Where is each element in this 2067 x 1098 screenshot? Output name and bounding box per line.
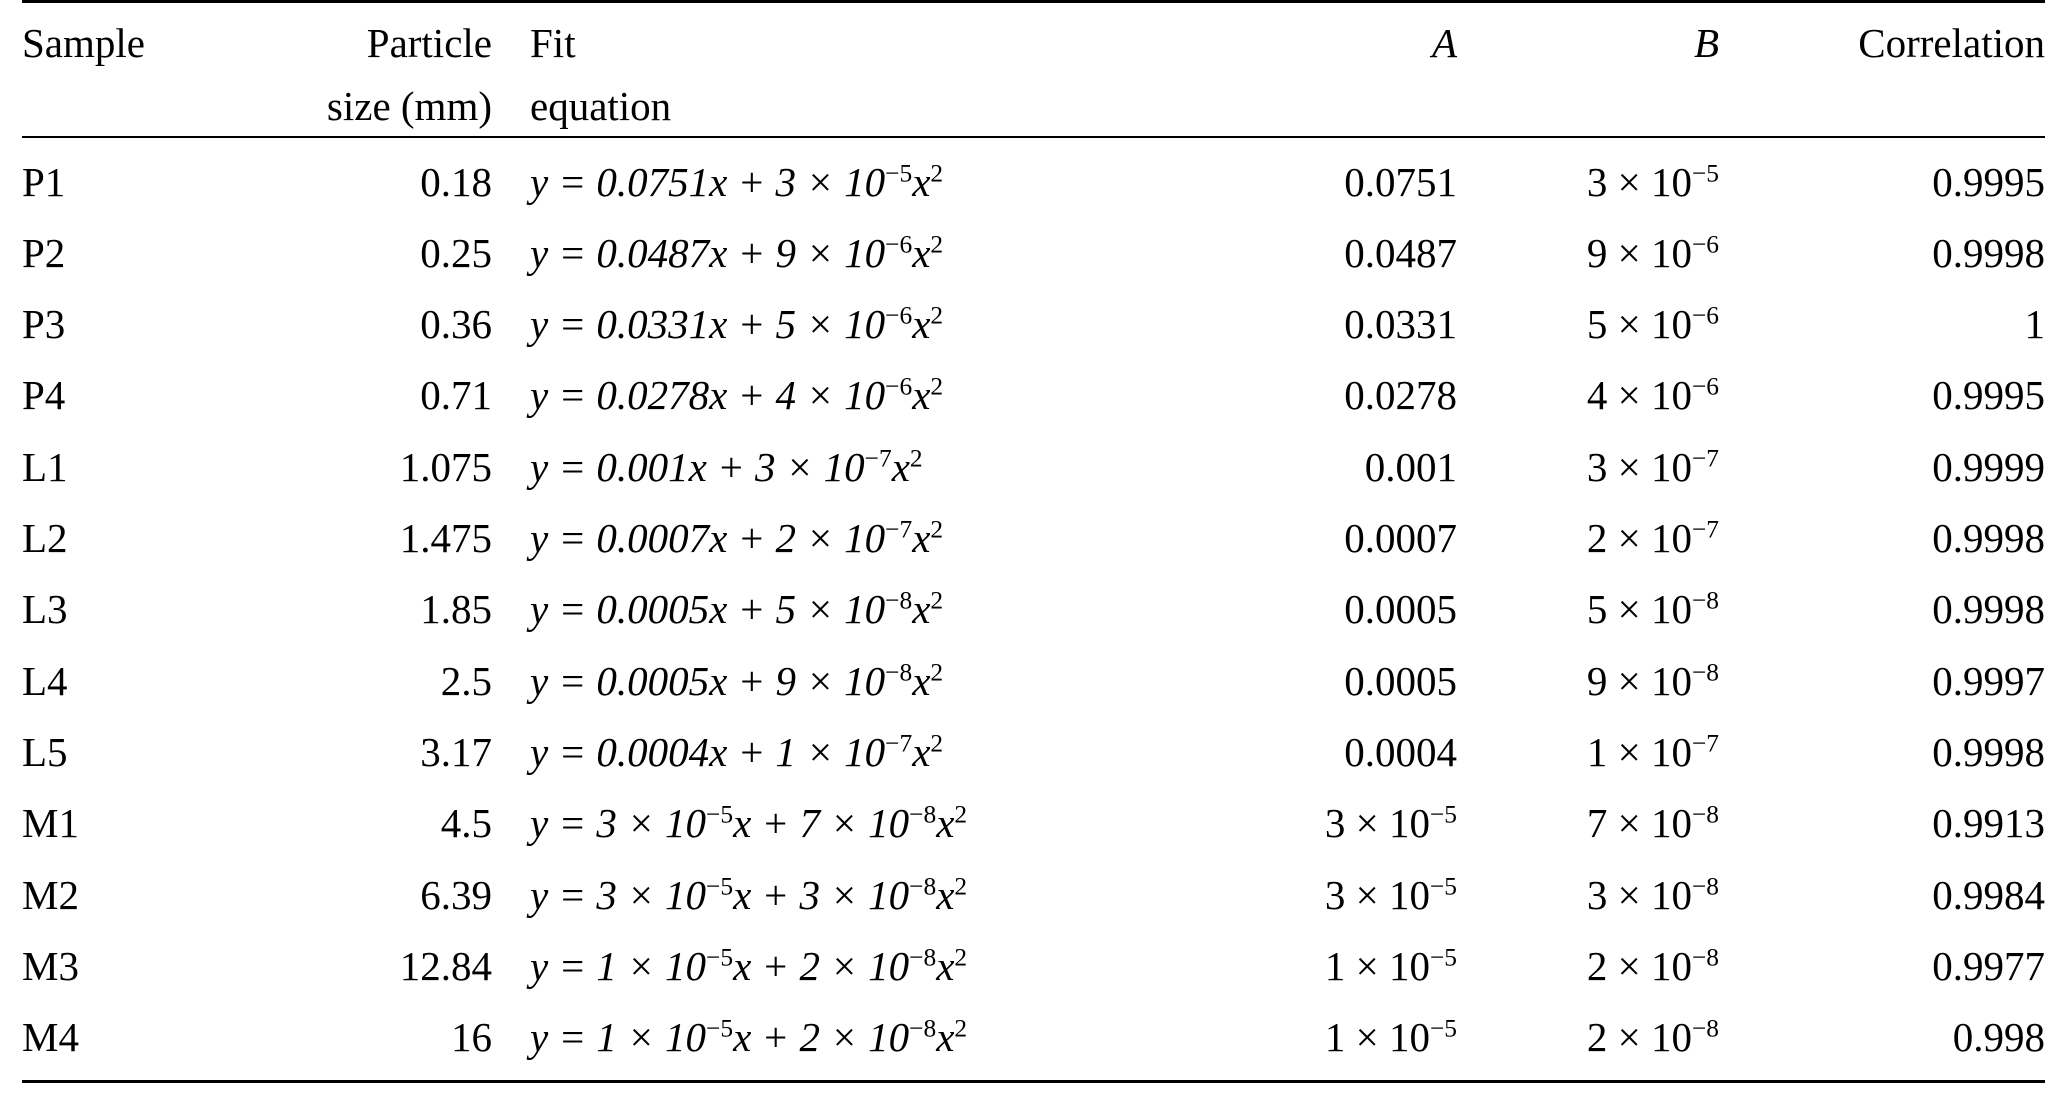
cell-sample: P3 [22,301,66,348]
table-row [22,646,2045,717]
cell-a-value: 0.0007 [1344,515,1457,562]
cell-fit-equation: $y = 0.001x + 3 \times 10^{-7}x^2$ [530,443,923,490]
cell-a-value: 0.0331 [1344,301,1457,348]
column-header-b: B [1693,20,1719,66]
table-row [22,931,2045,1002]
cell-a-value: 0.0278 [1344,372,1457,419]
cell-fit-equation: $y = 1 \times 10^{-5}x + 2 \times 10^{-8}x^2$ [530,942,968,989]
cell-fit-equation: $y = 1 \times 10^{-5}x + 2 \times 10^{-8}x^2$ [530,1014,968,1061]
cell-particle-size: 6.39 [420,871,492,918]
cell-correlation: 0.9995 [1932,372,2045,419]
table-row [22,432,2045,503]
cell-particle-size: 1.075 [399,443,492,490]
cell-b-value: $5 \times 10^{-6}$ [1586,301,1719,348]
cell-correlation: 0.9998 [1932,586,2045,633]
cell-particle-size: 4.5 [440,800,492,847]
cell-a-value: 0.0751 [1344,158,1457,205]
table-row [22,503,2045,574]
cell-sample: P4 [22,372,66,419]
column-header-sample: Sample [22,20,145,66]
table-row [22,289,2045,360]
cell-particle-size: 1.85 [420,586,492,633]
cell-b-value: $5 \times 10^{-8}$ [1586,586,1719,633]
cell-b-value: $2 \times 10^{-7}$ [1586,515,1719,562]
table-head [22,2,2045,137]
cell-fit-equation: $y = 0.0751x + 3 \times 10^{-5}x^2$ [530,158,944,205]
cell-b-value: $9 \times 10^{-6}$ [1586,229,1719,276]
cell-sample: M4 [22,1014,79,1061]
cell-a-value: 0.001 [1364,443,1457,490]
table-row [22,717,2045,788]
cell-correlation: 1 [2024,301,2045,348]
cell-b-value: $3 \times 10^{-5}$ [1586,158,1719,205]
cell-particle-size: 0.18 [420,158,492,205]
cell-a-value: 0.0004 [1344,728,1457,775]
cell-correlation: 0.9997 [1932,657,2045,704]
cell-a-value: 0.0005 [1344,657,1457,704]
cell-particle-size: 0.36 [420,301,492,348]
column-header-particle-size-line1: Particle [366,20,492,66]
cell-fit-equation: $y = 0.0331x + 5 \times 10^{-6}x^2$ [530,301,944,348]
cell-fit-equation: $y = 3 \times 10^{-5}x + 7 \times 10^{-8}x^2$ [530,800,968,847]
cell-b-value: $2 \times 10^{-8}$ [1586,942,1719,989]
table-row [22,218,2045,289]
cell-correlation: 0.9977 [1932,942,2045,989]
cell-sample: M2 [22,871,79,918]
cell-particle-size: 2.5 [440,657,492,704]
cell-particle-size: 3.17 [420,728,492,775]
cell-a-value: 0.0487 [1344,229,1457,276]
cell-a-value: $1 \times 10^{-5}$ [1324,942,1457,989]
cell-correlation: 0.9984 [1932,871,2045,918]
cell-correlation: 0.9998 [1932,515,2045,562]
cell-particle-size: 12.84 [399,942,492,989]
cell-correlation: 0.9998 [1932,728,2045,775]
cell-sample: P1 [22,158,66,205]
cell-sample: M3 [22,942,79,989]
cell-a-value: $1 \times 10^{-5}$ [1324,1014,1457,1061]
cell-b-value: $3 \times 10^{-7}$ [1586,443,1719,490]
cell-correlation: 0.9999 [1932,443,2045,490]
cell-sample: L1 [22,443,68,490]
cell-particle-size: 1.475 [399,515,492,562]
table-row [22,1002,2045,1082]
cell-sample: L4 [22,657,68,704]
cell-correlation: 0.9913 [1932,800,2045,847]
column-header-particle-size-line2: size (mm) [326,83,492,130]
table-row [22,788,2045,859]
cell-fit-equation: $y = 3 \times 10^{-5}x + 3 \times 10^{-8}x^2$ [530,871,968,918]
cell-b-value: $4 \times 10^{-6}$ [1586,372,1719,419]
cell-fit-equation: $y = 0.0004x + 1 \times 10^{-7}x^2$ [530,728,944,775]
table-row [22,360,2045,431]
cell-fit-equation: $y = 0.0487x + 9 \times 10^{-6}x^2$ [530,229,944,276]
cell-b-value: $9 \times 10^{-8}$ [1586,657,1719,704]
cell-b-value: $2 \times 10^{-8}$ [1586,1014,1719,1061]
cell-a-value: 0.0005 [1344,586,1457,633]
cell-sample: L3 [22,586,68,633]
cell-fit-equation: $y = 0.0005x + 9 \times 10^{-8}x^2$ [530,657,944,704]
cell-sample: L2 [22,515,68,562]
column-header-correlation: Correlation [1858,20,2045,66]
cell-fit-equation: $y = 0.0005x + 5 \times 10^{-8}x^2$ [530,586,944,633]
cell-particle-size: 0.25 [420,229,492,276]
table-row [22,860,2045,931]
cell-a-value: $3 \times 10^{-5}$ [1324,871,1457,918]
table-row [22,137,2045,218]
column-header-a: A [1431,20,1457,66]
column-header-fit-line1: Fit [530,20,576,66]
cell-fit-equation: $y = 0.0278x + 4 \times 10^{-6}x^2$ [530,372,944,419]
cell-b-value: $3 \times 10^{-8}$ [1586,871,1719,918]
table-body [22,137,2045,1082]
cell-sample: L5 [22,728,68,775]
cell-b-value: $1 \times 10^{-7}$ [1586,728,1719,775]
cell-correlation: 0.9998 [1932,229,2045,276]
table-row [22,574,2045,645]
cell-correlation: 0.998 [1952,1014,2045,1061]
cell-sample: P2 [22,229,66,276]
cell-particle-size: 0.71 [420,372,492,419]
cell-b-value: $7 \times 10^{-8}$ [1586,800,1719,847]
header-row-line1 [22,2,2045,73]
column-header-fit-line2: equation [530,83,672,130]
cell-fit-equation: $y = 0.0007x + 2 \times 10^{-7}x^2$ [530,515,944,562]
fit-parameters-table [22,0,2045,1083]
cell-particle-size: 16 [451,1014,492,1061]
cell-a-value: $3 \times 10^{-5}$ [1324,800,1457,847]
cell-sample: M1 [22,800,79,847]
cell-correlation: 0.9995 [1932,158,2045,205]
